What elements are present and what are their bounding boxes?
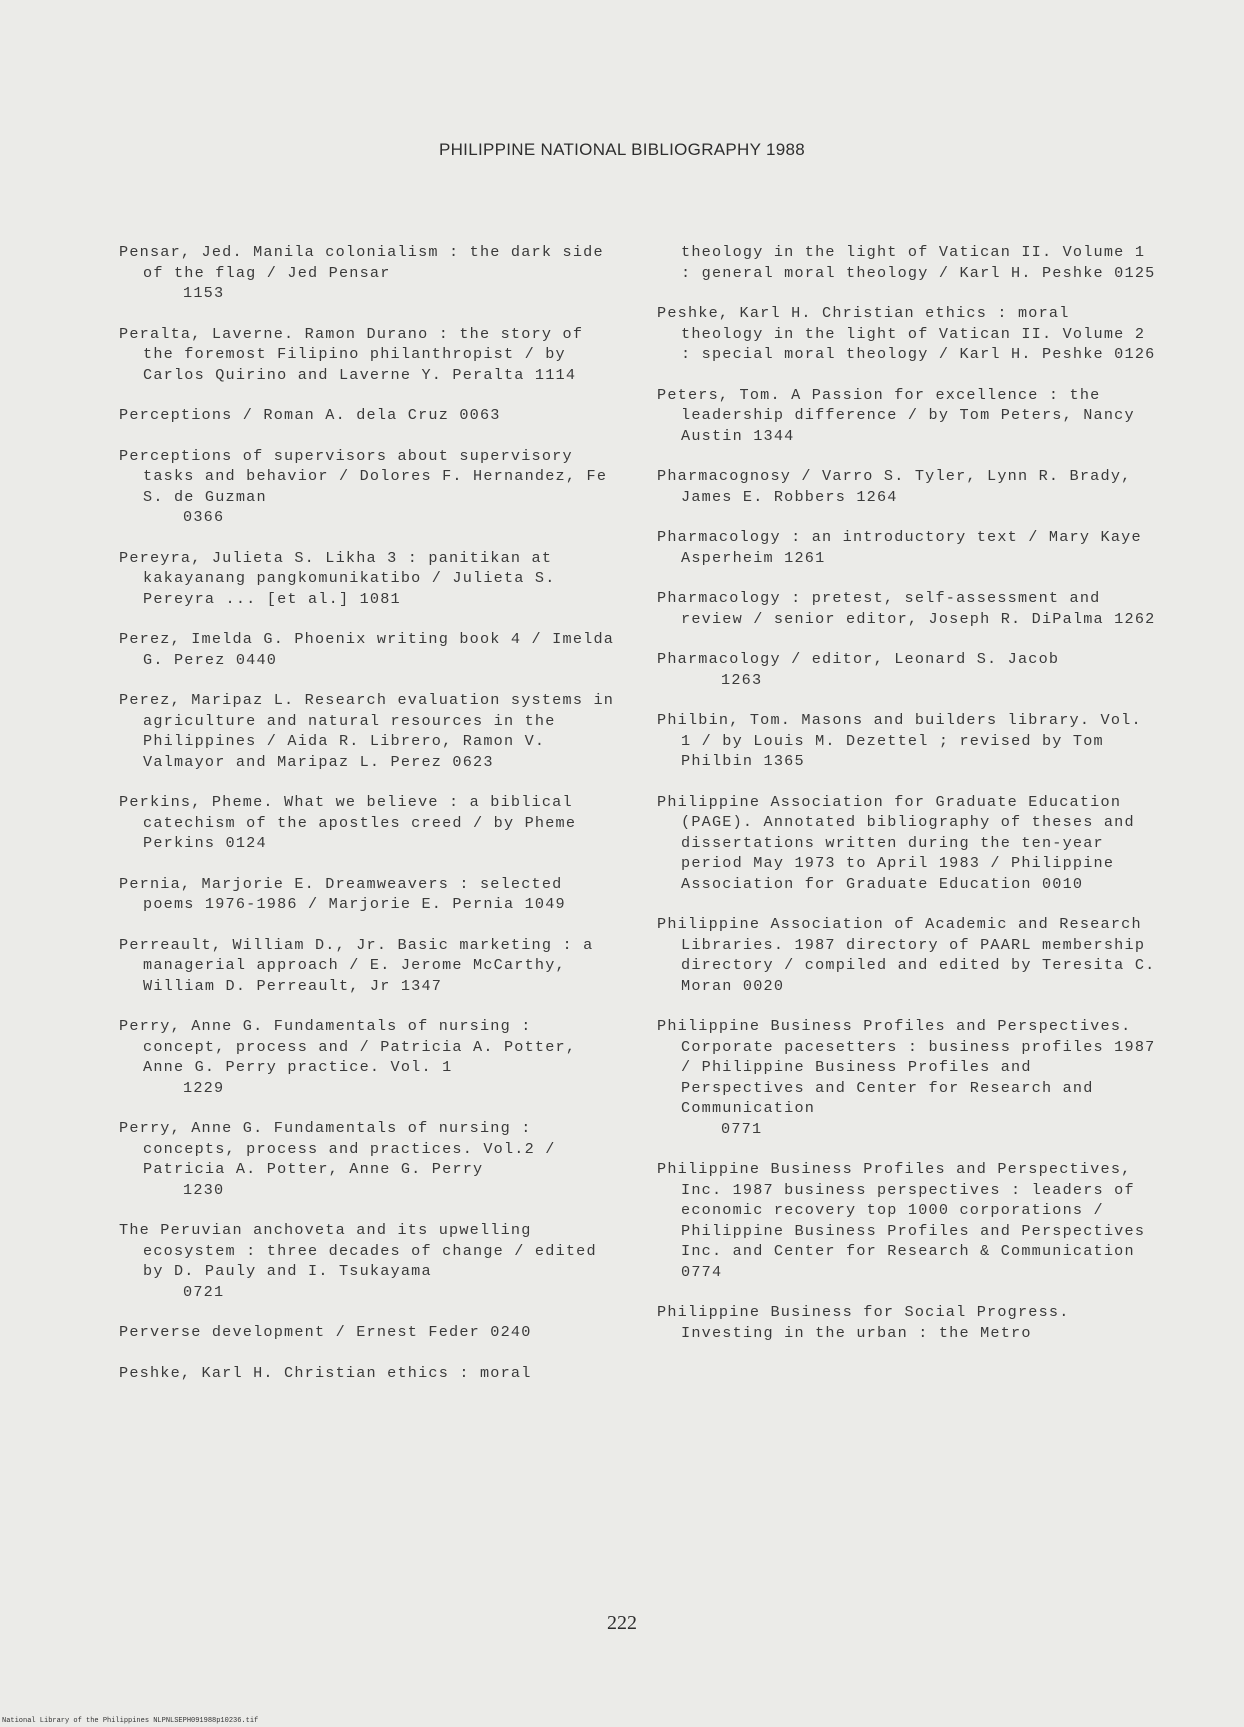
entry-text: Philbin, Tom. Masons and builders library. Vol. 1 / by Louis M. Dezettel ; revised by Tom Philbin 1365 [657,711,1153,770]
entry-text: Peralta, Laverne. Ramon Durano : the story of the foremost Filipino philanthropist / by Carlos Quirino and Laverne Y. Peralta 1114 [119,324,594,384]
entry-text: Perry, Anne G. Fundamentals of nursing : concepts, process and practices. Vol.2 / Patricia A. Potter, Anne G. Perry [119,1119,566,1178]
entry-text: Philippine Business for Social Progress. Investing in the urban : the Metro [657,1303,1080,1342]
entry-number: 1263 [721,670,763,689]
bibliography-entry [657,792,1157,895]
bibliography-entry [119,242,619,304]
bibliography-entry [119,935,619,997]
entry-text: Philippine Business Profiles and Perspectives. Corporate pacesetters : business profiles 1987 / Philippine Business Profiles and Perspectives and Center for Research and Communication [657,1017,1166,1117]
entry-text: The Peruvian anchoveta and its upwelling ecosystem : three decades of change / edited by D. Pauly and I. Tsukayama [119,1221,608,1280]
entry-number: 1230 [183,1180,225,1199]
entry-text: Pharmacology : an introductory text / Mary Kaye Asperheim 1261 [657,528,1153,567]
bibliography-entry [119,1016,619,1098]
bibliography-entry [657,649,1157,690]
continued-entry: theology in the light of Vatican II. Volume 1 : general moral theology / Karl H. Peshke 0125 [681,243,1156,282]
entry-text: Pharmacology / editor, Leonard S. Jacob [657,650,1060,668]
bibliography-entry [657,303,1157,365]
entry-text: Perry, Anne G. Fundamentals of nursing : concept, process and / Patricia A. Potter, Anne G. Perry practice. Vol. 1 [119,1017,587,1076]
entry-number: 0721 [183,1282,225,1301]
bibliography-entry [119,548,619,610]
entry-text: Perkins, Pheme. What we believe : a biblical catechism of the apostles creed / by Pheme Perkins 0124 [119,793,587,852]
entry-text: Perverse development / Ernest Feder 0240 [119,1323,532,1341]
bibliography-entry [119,324,619,386]
bibliography-entry [657,385,1157,447]
bibliography-entry [119,792,619,854]
bibliography-entry [119,1118,619,1200]
bibliography-entry [119,874,619,915]
right-column [657,242,1166,1363]
bibliography-entry [119,405,619,426]
bibliography-entry [657,710,1157,772]
entry-text: Peshke, Karl H. Christian ethics : moral theology in the light of Vatican II. Volume 2 : special moral theology / Karl H. Peshke 0126 [657,304,1156,363]
bibliography-entry [119,446,619,528]
bibliography-entry [119,690,625,772]
entry-text: Perceptions / Roman A. dela Cruz 0063 [119,406,501,424]
bibliography-entry [119,1220,619,1302]
bibliography-entry [657,527,1157,568]
bibliography-entry [119,1322,619,1343]
entry-text: Perceptions of supervisors about supervisory tasks and behavior / Dolores F. Hernandez, Fe S. de Guzman [119,446,618,506]
bibliography-entry [657,1159,1157,1282]
entry-number: 0771 [721,1119,763,1138]
left-column [119,242,625,1403]
bibliography-entry [657,466,1157,507]
entry-text: Pensar, Jed. Manila colonialism : the dark side of the flag / Jed Pensar [119,243,615,282]
entry-number: 1153 [183,284,225,302]
bibliography-entry [657,914,1166,996]
bibliography-entry [657,588,1157,629]
entry-text: Perreault, William D., Jr. Basic marketing : a managerial approach / E. Jerome McCarthy, William D. Perreault, Jr 1347 [119,935,604,995]
entry-number: 0366 [183,508,225,526]
bibliography-entry [119,629,625,670]
entry-text: Philippine Association of Academic and Research Libraries. 1987 directory of PAARL membership directory / compiled and edited by Teresita C. Moran 0020 [657,915,1166,995]
entry-text: Philippine Association for Graduate Education (PAGE). Annotated bibliography of theses and dissertations written during the ten-year period May 1973 to April 1983 / Philippine Association for Graduate Education 0010 [657,792,1146,893]
scan-footer: National Library of the Philippines NLPNLSEPH091988p10236.tif [2,1717,259,1725]
entry-text: Perez, Imelda G. Phoenix writing book 4 / Imelda G. Perez 0440 [119,630,625,669]
entry-text: Pernia, Marjorie E. Dreamweavers : selected poems 1976-1986 / Marjorie E. Pernia 1049 [119,874,573,913]
entry-text: Pereyra, Julieta S. Likha 3 : panitikan at kakayanang pangkomunikatibo / Julieta S. Pereyra ... [et al.] 1081 [119,548,566,608]
bibliography-entry [119,1363,619,1384]
entry-text: Peters, Tom. A Passion for excellence : the leadership difference / by Tom Peters, Nancy Austin 1344 [657,385,1146,445]
page-number: 222 [607,1612,637,1634]
page-title: PHILIPPINE NATIONAL BIBLIOGRAPHY 1988 [438,140,806,159]
entry-number: 1229 [183,1078,225,1097]
entry-text: Pharmacology : pretest, self-assessment and review / senior editor, Joseph R. DiPalma 1262 [657,589,1156,628]
entry-text: Pharmacognosy / Varro S. Tyler, Lynn R. Brady, James E. Robbers 1264 [657,467,1142,506]
entry-text: Peshke, Karl H. Christian ethics : moral [119,1363,532,1382]
entry-text: Philippine Business Profiles and Perspectives, Inc. 1987 business perspectives : leaders of economic recovery top 1000 corporations / Philippine Business Profiles and Perspectives Inc. and Center for Research & Communication 0774 [657,1160,1156,1281]
bibliography-entry [657,1302,1157,1343]
bibliography-entry [657,1016,1166,1139]
entry-text: Perez, Maripaz L. Research evaluation systems in agriculture and natural resources in the Philippines / Aida R. Librero, Ramon V. Valmayor and Maripaz L. Perez 0623 [119,691,625,771]
